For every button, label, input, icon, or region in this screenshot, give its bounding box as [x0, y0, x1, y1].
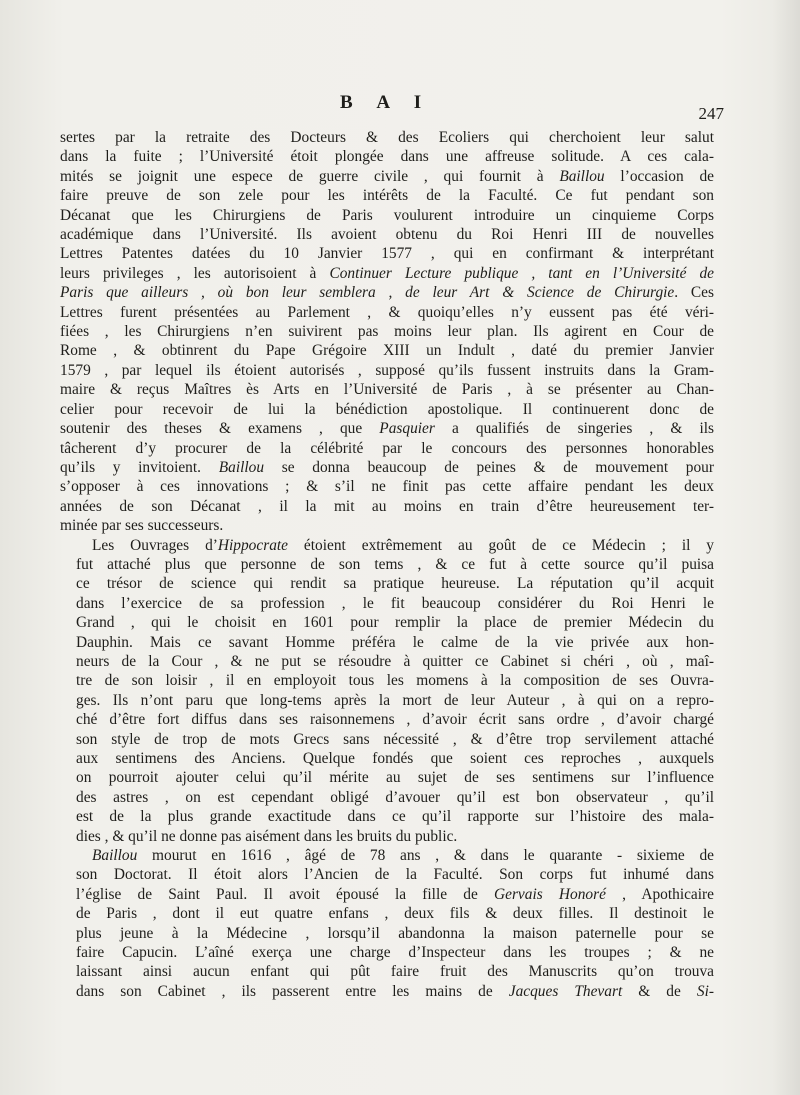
- text-line: neurs de la Cour , & ne put se résoudre à quitter ce Cabinet si chéri , où , maî-: [76, 652, 714, 670]
- text-line: Baillou mourut en 1616 , âgé de 78 ans , & dans le quarante - sixieme de: [92, 847, 714, 865]
- body-text: [60, 128, 714, 1001]
- text-line: fut attaché plus que personne de son tems , & ce fut à cette source qu’il puisa: [76, 555, 714, 573]
- text-line: Lettres furent présentées au Parlement , & quoiqu’elles n’y eussent pas été véri-: [60, 303, 714, 321]
- text-line: Lettres Patentes datées du 10 Janvier 1577 , qui en confirmant & interprétant: [60, 245, 714, 263]
- text-line: l’église de Saint Paul. Il avoit épousé la fille de Gervais Honoré , Apothicaire: [76, 885, 714, 903]
- text-line: dans l’exercice de sa profession , le fit beaucoup considérer du Roi Henri le: [76, 594, 714, 612]
- text-line: tâcherent d’y procurer de la célébrité par le concours des personnes honorables: [60, 439, 714, 457]
- text-line: mités se joignit une espece de guerre civile , qui fournit à Baillou l’occasion de: [60, 167, 714, 185]
- text-line: faire Capucin. L’aîné exerça une charge d’Inspecteur dans les troupes ; & ne: [76, 944, 714, 962]
- text-line: 1579 , par lequel ils étoient autorisés , supposé qu’ils fussent instruits dans la Gram-: [60, 361, 714, 379]
- text-line: des astres , on est cependant obligé d’avouer qu’il est bon observateur , qu’il: [76, 788, 714, 806]
- text-line: Grand , qui le choisit en 1601 pour remplir la place de premier Médecin du: [76, 614, 714, 632]
- text-line: Décanat que les Chirurgiens de Paris voulurent introduire un cinquieme Corps: [60, 206, 714, 224]
- text-line: leurs privileges , les autorisoient à Continuer Lecture publique , tant en l’Université de: [60, 264, 714, 282]
- text-line: son style de trop de mots Grecs sans nécessité , & d’être trop servilement attaché: [76, 730, 714, 748]
- text-line: Paris que ailleurs , où bon leur semblera , de leur Art & Science de Chirurgie. Ces: [60, 284, 714, 302]
- running-head: B A I: [340, 92, 432, 113]
- page-edge-shadow: [772, 0, 800, 1095]
- text-line: laissant ainsi aucun enfant qui pût faire fruit des Manuscrits qu’on trouva: [76, 963, 714, 981]
- text-line: académique dans l’Université. Ils avoient obtenu du Roi Henri III de nouvelles: [60, 226, 714, 244]
- text-line: plus jeune à la Médecine , lorsqu’il abandonna la maison paternelle pour se: [76, 924, 714, 942]
- text-line: fiées , les Chirurgiens n’en suivirent pas moins leur plan. Ils agirent en Cour de: [60, 323, 714, 341]
- text-line: minée par ses successeurs.: [60, 517, 224, 535]
- text-line: sertes par la retraite des Docteurs & des Ecoliers qui cherchoient leur salut: [60, 129, 714, 146]
- text-line: ché d’être fort diffus dans ses raisonnemens , d’avoir écrit sans ordre , d’avoir chargé: [76, 711, 714, 729]
- text-line: Rome , & obtinrent du Pape Grégoire XIII un Indult , daté du premier Janvier: [60, 342, 714, 360]
- page-number: 247: [698, 104, 724, 123]
- text-line: celier pour recevoir de lui la bénédiction apostolique. Il continuerent donc de: [60, 400, 714, 418]
- text-line: dans la fuite ; l’Université étoit plongée dans une affreuse solitude. A ces cala-: [60, 148, 714, 166]
- text-line: de Paris , dont il eut quatre enfans , deux fils & deux filles. Il destinoit le: [76, 905, 714, 923]
- page-header: [0, 92, 800, 122]
- paragraph-3: [60, 846, 714, 1001]
- text-line: son Doctorat. Il étoit alors l’Ancien de la Faculté. Son corps fut inhumé dans: [76, 866, 714, 884]
- text-line: s’opposer à ces innovations ; & s’il ne finit pas cette affaire pendant les deux: [60, 478, 714, 496]
- text-line: Dauphin. Mais ce savant Homme préféra le calme de la vie privée aux hon-: [76, 633, 714, 651]
- text-line: soutenir des theses & examens , que Pasquier a qualifiés de singeries , & ils: [60, 420, 714, 438]
- text-line: années de son Décanat , il la mit au moins en train d’être heureusement ter-: [60, 497, 714, 515]
- text-line: est de la plus grande exactitude dans ce qu’il rapporte sur l’histoire des mala-: [76, 808, 714, 826]
- text-line: on pourroit ajouter celui qu’il mérite au sujet de ses sentimens sur l’influence: [76, 769, 714, 787]
- paragraph-1: [60, 128, 714, 536]
- text-line: qu’ils y invitoient. Baillou se donna beaucoup de peines & de mouvement pour: [60, 458, 715, 476]
- text-line: maire & reçus Maîtres ès Arts en l’Université de Paris , à se présenter au Chan-: [60, 381, 714, 399]
- text-line: dans son Cabinet , ils passerent entre les mains de Jacques Thevart & de Si-: [76, 982, 714, 1000]
- text-line: aux sentimens des Anciens. Quelque fondés que soient ces reproches , auxquels: [76, 750, 714, 767]
- text-line: faire preuve de son zele pour les intérêts de la Faculté. Ce fut pendant son: [60, 187, 714, 205]
- text-line: ce trésor de science qui rendit sa pratique heureuse. La réputation qu’il acquit: [76, 575, 714, 593]
- paragraph-2: [60, 536, 714, 847]
- text-line: tre de son loisir , il en employoit tous les momens à la composition de ses Ouvra-: [76, 672, 714, 690]
- text-line: ges. Ils n’ont paru que long-tems après la mort de leur Auteur , à qui on a repro-: [76, 691, 714, 709]
- text-line: Les Ouvrages d’Hippocrate étoient extrêmement au goût de ce Médecin ; il y: [92, 536, 714, 554]
- text-line: dies , & qu’il ne donne pas aisément dans les bruits du public.: [76, 827, 458, 845]
